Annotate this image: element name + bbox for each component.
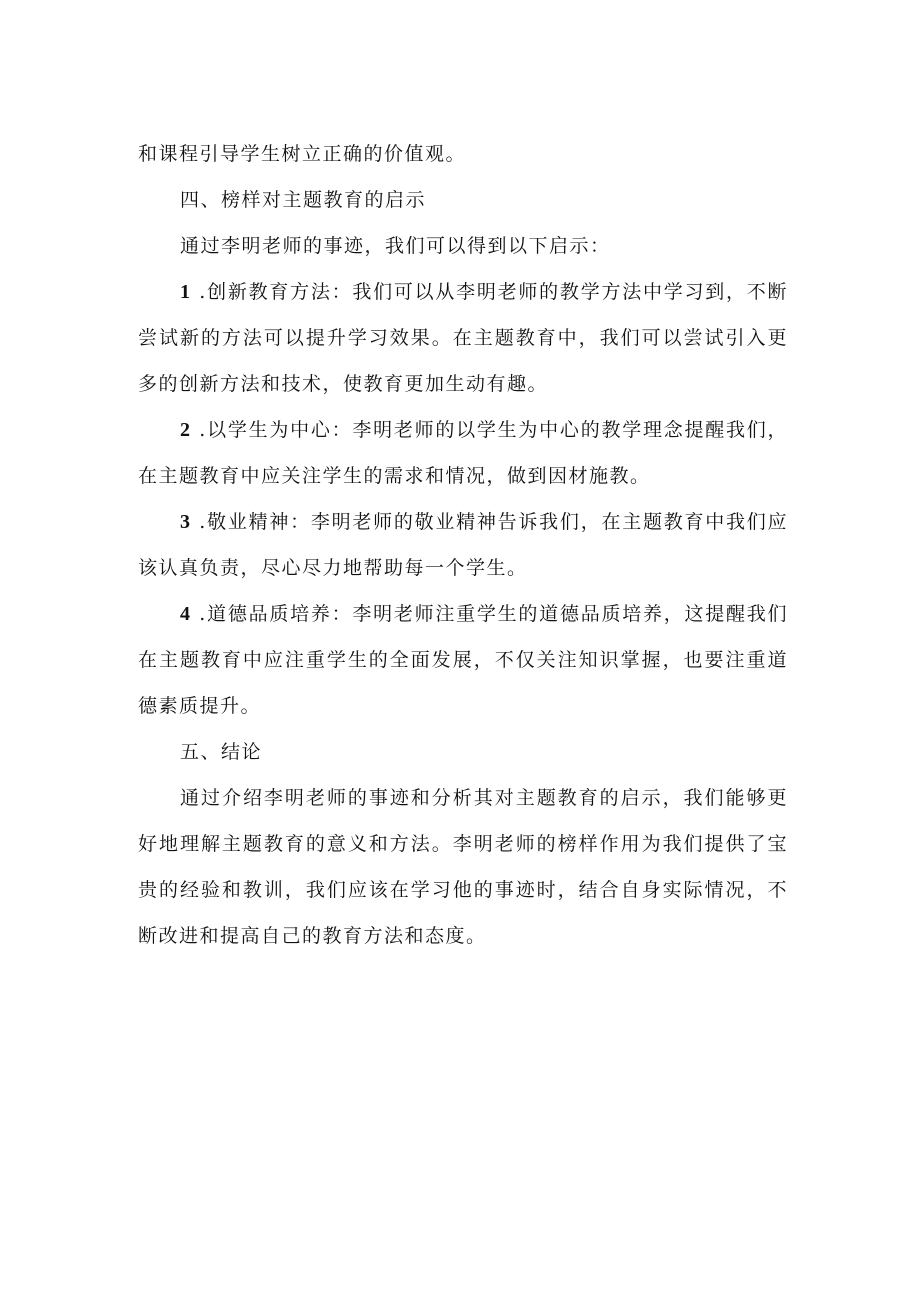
section-heading-4: 四、榜样对主题教育的启示 <box>180 189 427 211</box>
list-item-1-number: 1 <box>180 281 192 303</box>
paragraph-continuation: 和课程引导学生树立正确的价值观。 <box>138 143 467 165</box>
list-item-4-number: 4 <box>180 603 192 625</box>
list-item-1 <box>138 269 788 407</box>
document-body <box>138 131 788 959</box>
list-item-3 <box>138 499 788 591</box>
list-item-4-text: .道德品质培养：李明老师注重学生的道德品质培养，这提醒我们在主题教育中应注重学生的全面发展，不仅关注知识掌握，也要注重道德素质提升。 <box>138 603 788 717</box>
list-item-2 <box>138 407 788 499</box>
paragraph-intro: 通过李明老师的事迹，我们可以得到以下启示： <box>180 235 611 257</box>
section-heading-5: 五、结论 <box>180 741 263 763</box>
list-item-2-text: .以学生为中心：李明老师的以学生为中心的教学理念提醒我们，在主题教育中应关注学生的需求和情况，做到因材施教。 <box>138 419 788 487</box>
paragraph-conclusion: 通过介绍李明老师的事迹和分析其对主题教育的启示，我们能够更好地理解主题教育的意义和方法。李明老师的榜样作用为我们提供了宝贵的经验和教训，我们应该在学习他的事迹时，结合自身实际情况，不断改进和提高自己的教育方法和态度。 <box>138 787 788 947</box>
list-item-4 <box>138 591 788 729</box>
list-item-3-text: .敬业精神：李明老师的敬业精神告诉我们，在主题教育中我们应该认真负责，尽心尽力地帮助每一个学生。 <box>138 511 788 579</box>
list-item-1-text: .创新教育方法：我们可以从李明老师的教学方法中学习到，不断尝试新的方法可以提升学习效果。在主题教育中，我们可以尝试引入更多的创新方法和技术，使教育更加生动有趣。 <box>138 281 788 395</box>
list-item-2-number: 2 <box>180 419 192 441</box>
list-item-3-number: 3 <box>180 511 192 533</box>
